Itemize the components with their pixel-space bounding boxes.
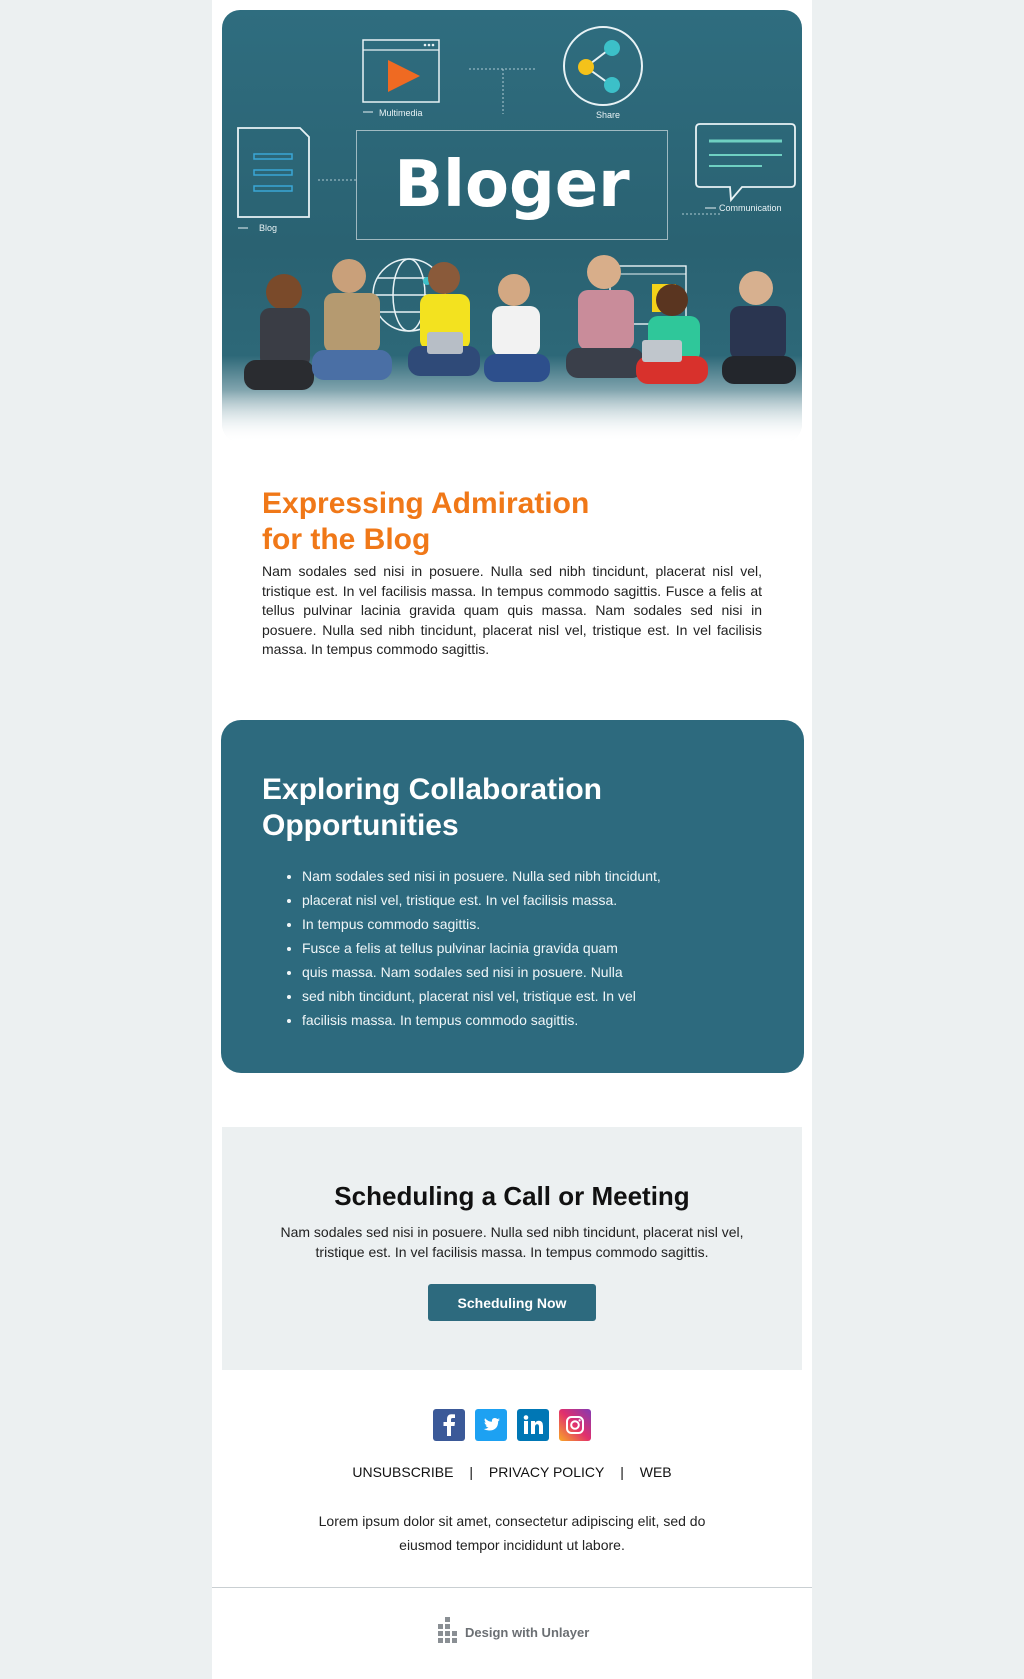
chat-bubble-icon — [696, 124, 795, 208]
unlayer-logo-icon — [437, 1617, 459, 1647]
multimedia-icon — [363, 40, 439, 112]
list-item: • In tempus commodo sagittis. — [302, 912, 661, 936]
multimedia-label: Multimedia — [379, 108, 423, 118]
twitter-icon[interactable] — [475, 1409, 507, 1441]
collaboration-list — [302, 864, 661, 1032]
share-label: Share — [596, 110, 621, 120]
social-icons — [433, 1409, 591, 1441]
list-item: • sed nibh tincidunt, placerat nisl vel, tristique est. In vel — [302, 984, 661, 1008]
email-container — [212, 0, 812, 1679]
hero-title: Bloger — [356, 130, 668, 240]
list-item: • Fusce a felis at tellus pulvinar lacinia gravida quam — [302, 936, 661, 960]
unlayer-badge[interactable] — [437, 1617, 589, 1647]
share-icon — [564, 27, 642, 105]
blog-label: Blog — [259, 223, 278, 233]
privacy-policy-link[interactable]: PRIVACY POLICY — [488, 1464, 605, 1480]
list-item: • placerat nisl vel, tristique est. In vel facilisis massa. — [302, 888, 661, 912]
scheduling-now-button[interactable]: Scheduling Now — [428, 1284, 596, 1321]
blog-document-icon — [238, 128, 309, 228]
list-item: • facilisis massa. In tempus commodo sagittis. — [302, 1008, 661, 1032]
unlayer-label: Design with Unlayer — [465, 1624, 590, 1640]
scheduling-heading: Scheduling a Call or Meeting — [334, 1181, 690, 1211]
footer-divider — [212, 1587, 812, 1588]
link-separator: | — [620, 1464, 624, 1480]
collaboration-heading-line2: Opportunities — [262, 809, 459, 842]
hero-banner — [222, 10, 802, 442]
unsubscribe-link[interactable]: UNSUBSCRIBE — [352, 1464, 454, 1480]
list-item: • Nam sodales sed nisi in posuere. Nulla sed nibh tincidunt, — [302, 864, 661, 888]
instagram-icon[interactable] — [559, 1409, 591, 1441]
people-group-photo — [222, 255, 802, 442]
communication-label: Communication — [719, 203, 782, 213]
web-link[interactable]: WEB — [639, 1464, 672, 1480]
admiration-section — [262, 486, 762, 660]
collaboration-heading-line1: Exploring Collaboration — [262, 773, 603, 806]
admiration-heading-line1: Expressing Admiration — [262, 487, 590, 520]
scheduling-body: Nam sodales sed nisi in posuere. Nulla sed nibh tincidunt, placerat nisl vel, tristique est. In vel facilisis massa. In tempus commodo sagittis. — [280, 1224, 744, 1260]
facebook-icon[interactable] — [433, 1409, 465, 1441]
footer-links — [212, 1464, 812, 1480]
list-item: • quis massa. Nam sodales sed nisi in posuere. Nulla — [302, 960, 661, 984]
link-separator: | — [469, 1464, 474, 1480]
admiration-heading-line2: for the Blog — [262, 523, 431, 556]
collaboration-heading — [262, 772, 602, 844]
linkedin-icon[interactable] — [517, 1409, 549, 1441]
collaboration-section — [221, 720, 804, 1073]
footer-text: Lorem ipsum dolor sit amet, consectetur adipiscing elit, sed do eiusmod tempor incididunt ut labore. — [318, 1513, 706, 1553]
scheduling-section — [222, 1127, 802, 1370]
admiration-body: Nam sodales sed nisi in posuere. Nulla sed nibh tincidunt, placerat nisl vel, tristique est. In vel facilisis massa. In tempus commodo sagittis. Fusce a felis at tellus pulvinar lacinia gravida quam quis massa. Nam sodales sed nisi in posuere. Nulla sed nibh tincidunt, placerat nisl vel, tristique est. In vel facilisis massa. In tempus commodo sagittis. — [262, 563, 762, 657]
